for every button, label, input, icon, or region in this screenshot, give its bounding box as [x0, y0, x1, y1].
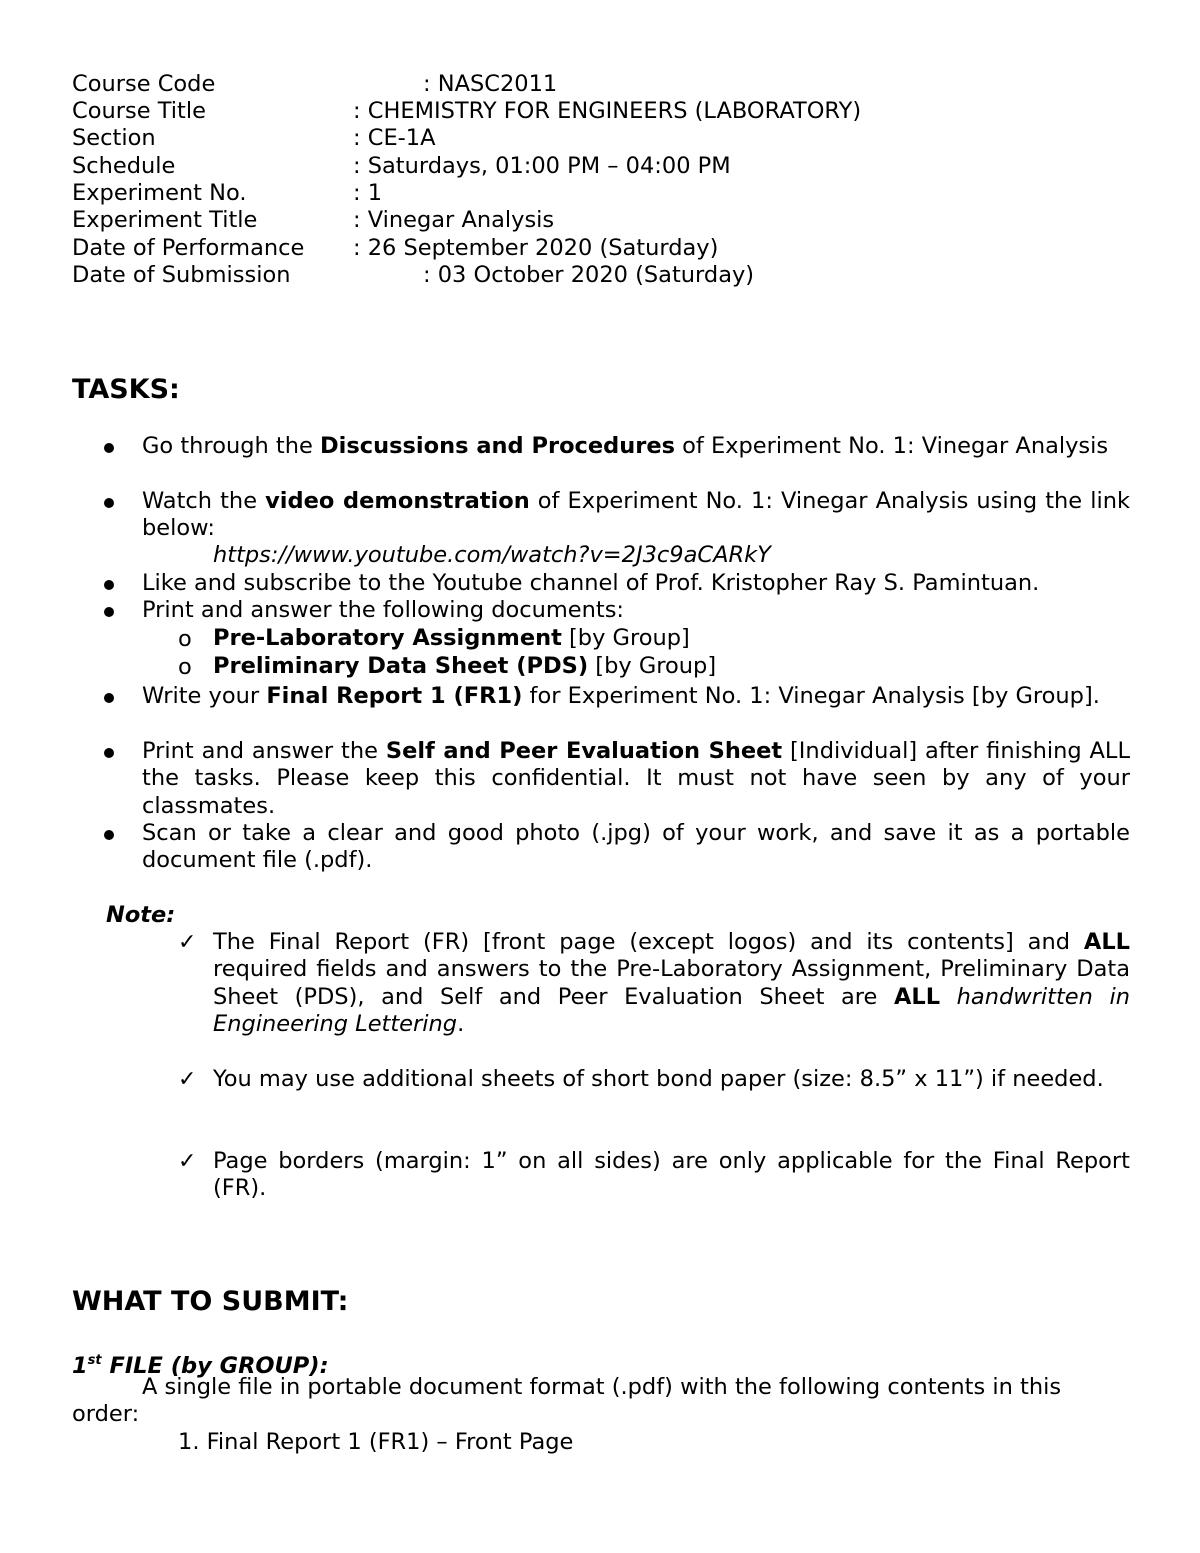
checkmark-icon: ✓	[178, 930, 197, 955]
course-title-label: Course Title	[72, 98, 206, 124]
course-code-label: Course Code	[72, 71, 216, 97]
sub-bullet-icon: o	[178, 626, 192, 652]
note-title: Note:	[106, 902, 176, 928]
date-performance-value: : 26 September 2020 (Saturday)	[353, 235, 719, 261]
file-title: 1st FILE (by GROUP):	[72, 1353, 329, 1379]
tasks-heading: TASKS:	[72, 374, 180, 405]
course-code-value: : NASC2011	[423, 71, 558, 97]
task-item: Print and answer the following documents:	[142, 597, 625, 623]
date-performance-label: Date of Performance	[72, 235, 305, 261]
bullet-icon	[104, 607, 114, 617]
checkmark-icon: ✓	[178, 1149, 197, 1174]
bullet-icon	[104, 443, 114, 453]
experiment-no-label: Experiment No.	[72, 180, 247, 206]
date-submission-label: Date of Submission	[72, 262, 291, 288]
section-label: Section	[72, 125, 156, 151]
video-link[interactable]: https://www.youtube.com/watch?v=2J3c9aCARkY	[213, 542, 771, 568]
task-item: Like and subscribe to the Youtube channel of Prof. Kristopher Ray S. Pamintuan.	[142, 570, 1040, 596]
submit-paragraph: A single file in portable document format (.pdf) with the following contents in this order:	[72, 1374, 1062, 1428]
sub-item: Pre-Laboratory Assignment [by Group]	[213, 625, 690, 651]
sub-bullet-icon: o	[178, 654, 192, 680]
sub-item: Preliminary Data Sheet (PDS) [by Group]	[213, 653, 717, 679]
note-item: The Final Report (FR) [front page (except logos) and its contents] and ALL required fields and answers to the Pre-Laboratory Assignment, Preliminary Data Sheet (PDS), and Self and Peer Evaluation Sheet are ALL handwritten in Engineering Lettering.	[213, 929, 1130, 1037]
experiment-title-label: Experiment Title	[72, 207, 258, 233]
date-submission-value: : 03 October 2020 (Saturday)	[423, 262, 755, 288]
task-item: Watch the video demonstration of Experiment No. 1: Vinegar Analysis using the link below:	[142, 488, 1130, 542]
task-item: Print and answer the Self and Peer Evaluation Sheet [Individual] after finishing ALL the tasks. Please keep this confidential. It must not have seen by any of your classmates.	[142, 738, 1130, 819]
experiment-title-value: : Vinegar Analysis	[353, 207, 555, 233]
bullet-icon	[104, 748, 114, 758]
task-item: Write your Final Report 1 (FR1) for Experiment No. 1: Vinegar Analysis [by Group].	[142, 683, 1100, 709]
bullet-icon	[104, 693, 114, 703]
section-value: : CE-1A	[353, 125, 436, 151]
experiment-no-value: : 1	[353, 180, 383, 206]
task-item: Go through the Discussions and Procedures of Experiment No. 1: Vinegar Analysis	[142, 433, 1109, 459]
task-item: Scan or take a clear and good photo (.jpg) of your work, and save it as a portable document file (.pdf).	[142, 820, 1130, 874]
note-item: You may use additional sheets of short bond paper (size: 8.5” x 11”) if needed.	[213, 1066, 1104, 1092]
list-item: 1. Final Report 1 (FR1) – Front Page	[178, 1429, 574, 1455]
submit-heading: WHAT TO SUBMIT:	[72, 1286, 349, 1317]
note-item: Page borders (margin: 1” on all sides) are only applicable for the Final Report (FR).	[213, 1148, 1130, 1202]
checkmark-icon: ✓	[178, 1067, 197, 1092]
schedule-value: : Saturdays, 01:00 PM – 04:00 PM	[353, 153, 731, 179]
course-title-value: : CHEMISTRY FOR ENGINEERS (LABORATORY)	[353, 98, 862, 124]
bullet-icon	[104, 580, 114, 590]
bullet-icon	[104, 498, 114, 508]
bullet-icon	[104, 830, 114, 840]
schedule-label: Schedule	[72, 153, 176, 179]
